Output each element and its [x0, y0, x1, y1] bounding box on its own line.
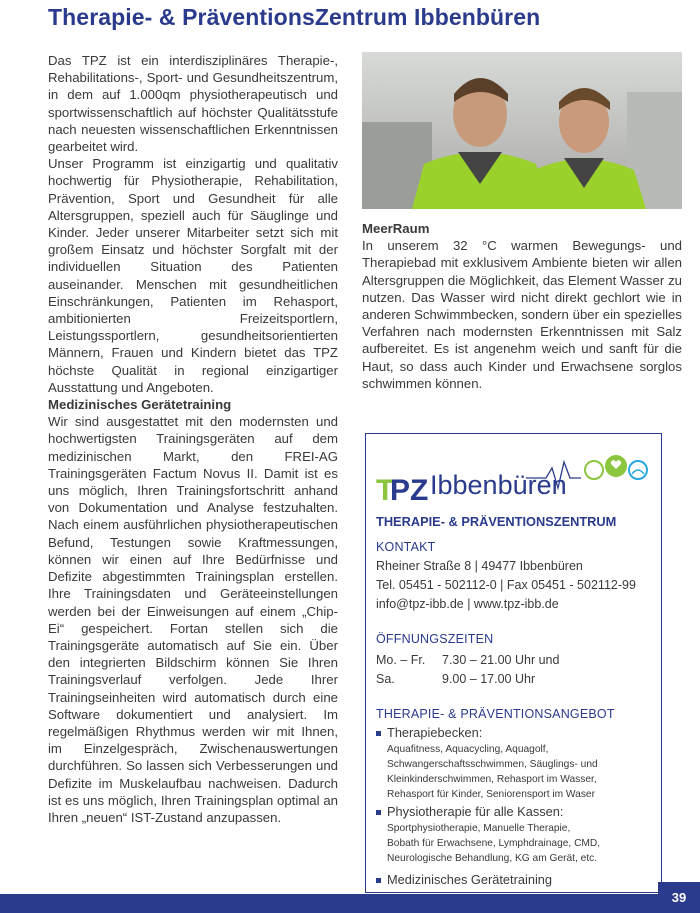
intro-paragraph-1: Das TPZ ist ein interdisziplinäres Therapie-, Rehabilitations-, Sport- und Gesundheitszentrum, in dem auf 1.000qm physiotherapeutisch und sportwissenschaftlich auf höchster Qualitätsstufe nach neuesten wissenschaftlichen Erkenntnissen gearbeitet wird. — [48, 53, 338, 155]
bullet-icon — [376, 810, 381, 815]
email-web[interactable]: info@tpz-ibb.de | www.tpz-ibb.de — [376, 597, 559, 611]
hours-row-1 — [376, 653, 559, 667]
intro-paragraph-2: Unser Programm ist einzigartig und qualitativ hochwertig für Physiotherapie, Rehabilitation, Prävention, Sport und Gesundheit für alle Altersgruppen, speziell auch für Säuglinge und Kinder. Jeder unserer Mitarbeiter setzt sich mit großem Einsatz und höchster Sorgfalt mit der individuellen Situation des Patienten auseinander. Menschen mit gesundheitlichen Einschränkungen, Patienten im Rehasport, ambitionierten Freizeitsportlern, Leistungssportlern, gesundheitsorientierten Männern, Frauen und Kindern bietet das TPZ höchste Qualität in regional einzigartiger Ausstattung und Angeboten. — [48, 156, 338, 395]
team-photo — [362, 52, 682, 209]
meerraum-text: In unserem 32 °C warmen Bewegungs- und Therapiebad mit exklusivem Ambiente bieten wir allen Altersgruppen die Möglichkeit, das Element Wasser zu nutzen. Das Wasser wird nicht direkt gechlort wie in anderen Schwimmbecken, sondern über ein spezielles Verfahren nach modernsten Erkenntnissen mit Salz aufbereitet. Es ist angenehm weich und sanft für die Haut, so dass auch Kinder und Erwachsene sorglos schwimmen können. — [362, 238, 682, 391]
tpz-logo — [376, 448, 651, 518]
offer-item-3 — [376, 872, 552, 887]
box-subtitle: THERAPIE- & PRÄVENTIONSZENTRUM — [376, 514, 617, 529]
svg-text:PZ: PZ — [390, 474, 429, 507]
offer-item-1 — [376, 725, 482, 740]
geraetetraining-text: Wir sind ausgestattet mit den modernsten und hochwertigsten Trainingsgeräten auf dem medizinischen Markt, den FREI-AG Trainingsgeräten Factum Novus II. Damit ist es uns möglich, Ihren Trainingsfortschritt anhand von Dokumentation und Analyse festzuhalten. Nach einem ausführlichen physiotherapeutischen Befund, Testungen sowie Kraftmessungen, können wir einen auf Ihre Bedürfnisse und Defizite abgestimmten Trainingsplan erstellen. Ihre Trainingsdaten und Geräteeinstellungen werden bei der Einweisungen auf einem „Chip-Ei“ gespeichert. Fortan stellen sich die Trainingsgeräte automatisch auf Sie ein. Über den integrierten Bildschirm können Sie Ihren Trainingsverlauf verfolgen. Jede Ihrer Trainingseinheiten wird automatisch durch eine Software dokumentiert und analysiert. Im regelmäßigen Rhythmus werden wir mit Ihnen, im Einzelgespräch, Zwischenauswertungen durchführen. So lassen sich Verbesserungen und Defizite im Muskelaufbau nachweisen. Dadurch ist es uns möglich, Ihren Trainingsplan optimal an Ihren „neuen“ IST-Zustand anzupassen. — [48, 414, 338, 825]
phone-fax: Tel. 05451 - 502112-0 | Fax 05451 - 502112-99 — [376, 578, 636, 592]
address: Rheiner Straße 8 | 49477 Ibbenbüren — [376, 559, 583, 573]
kontakt-label: KONTAKT — [376, 540, 436, 554]
bullet-icon — [376, 731, 381, 736]
offer2-detail: Sportphysiotherapie, Manuelle Therapie, — [387, 823, 571, 834]
geraetetraining-heading: Medizinisches Gerätetraining — [48, 397, 232, 413]
page-number: 39 — [658, 882, 700, 913]
hours-day: Mo. – Fr. — [376, 653, 426, 667]
offer-item-2 — [376, 804, 563, 819]
offer-item-label: Physiotherapie für alle Kassen: — [387, 804, 564, 819]
offer1-detail: Aquafitness, Aquacycling, Aquagolf, — [387, 744, 549, 755]
offer1-detail: Kleinkinderschwimmen, Rehasport im Wasser, — [387, 774, 597, 785]
page-title: Therapie- & PräventionsZentrum Ibbenbüren — [48, 4, 541, 30]
offer2-detail: Neurologische Behandlung, KG am Gerät, etc. — [387, 853, 598, 864]
hours-label: ÖFFNUNGSZEITEN — [376, 632, 494, 646]
offer-item-label: Therapiebecken: — [387, 725, 483, 740]
offer-label: THERAPIE- & PRÄVENTIONSANGEBOT — [376, 707, 615, 721]
info-box — [365, 433, 662, 893]
offer2-detail: Bobath für Erwachsene, Lymphdrainage, CMD, — [387, 838, 601, 849]
footer-bar — [0, 894, 700, 913]
meerraum-heading: MeerRaum — [362, 221, 430, 236]
left-column — [48, 52, 338, 826]
hours-day: Sa. — [376, 672, 395, 686]
hours-time: 7.30 – 21.00 Uhr und — [442, 653, 560, 667]
offer-item-label: Medizinisches Gerätetraining — [387, 872, 553, 887]
svg-text:T: T — [376, 474, 395, 507]
hours-row-2 — [376, 672, 535, 686]
hours-time: 9.00 – 17.00 Uhr — [442, 672, 536, 686]
offer1-detail: Rehasport für Kinder, Seniorensport im Waser — [387, 789, 595, 800]
right-column — [362, 220, 682, 392]
offer1-detail: Schwangerschaftsschwimmen, Säuglings- und — [387, 759, 598, 770]
bullet-icon — [376, 878, 381, 883]
logo-text: Ibbenbüren — [430, 470, 567, 500]
